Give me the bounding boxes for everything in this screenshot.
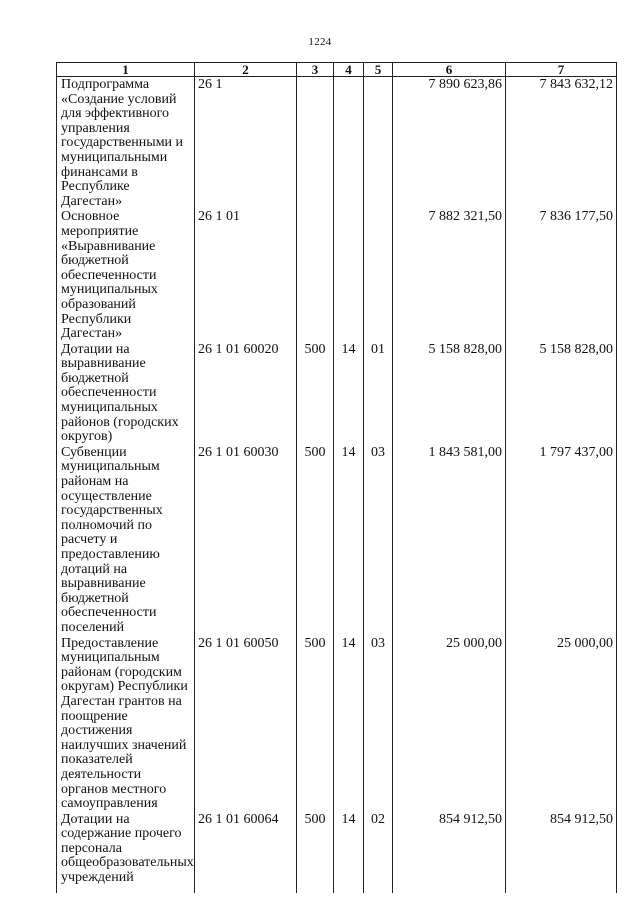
header-row xyxy=(57,63,617,77)
column-header-5: 5 xyxy=(364,63,393,77)
column-header-6: 6 xyxy=(393,63,506,77)
table-row xyxy=(57,77,617,210)
row-name: Субвенции муниципальным районам на осуществление государственных полномочий по расчету и предоставлению дотаций на выравнивание бюджетной обеспеченности поселений xyxy=(57,445,195,636)
row-code: 26 1 01 60030 xyxy=(195,445,297,636)
row-col4: 14 xyxy=(334,636,364,812)
row-code: 26 1 01 60020 xyxy=(195,342,297,445)
row-amount-7: 7 836 177,50 xyxy=(506,209,617,341)
row-col5: 01 xyxy=(364,342,393,445)
budget-table xyxy=(56,62,617,893)
row-col3 xyxy=(297,77,334,210)
row-amount-7: 854 912,50 xyxy=(506,812,617,893)
row-code: 26 1 01 xyxy=(195,209,297,341)
row-amount-7: 5 158 828,00 xyxy=(506,342,617,445)
row-amount-6: 25 000,00 xyxy=(393,636,506,812)
table-row xyxy=(57,342,617,445)
row-col3: 500 xyxy=(297,636,334,812)
row-amount-6: 1 843 581,00 xyxy=(393,445,506,636)
page-number: 1224 xyxy=(308,36,332,48)
row-col5: 03 xyxy=(364,445,393,636)
column-header-7: 7 xyxy=(506,63,617,77)
row-code: 26 1 xyxy=(195,77,297,210)
row-code: 26 1 01 60050 xyxy=(195,636,297,812)
row-amount-6: 854 912,50 xyxy=(393,812,506,893)
row-col3: 500 xyxy=(297,342,334,445)
column-header-1: 1 xyxy=(57,63,195,77)
row-col5 xyxy=(364,209,393,341)
column-header-2: 2 xyxy=(195,63,297,77)
column-header-4: 4 xyxy=(334,63,364,77)
row-amount-6: 7 882 321,50 xyxy=(393,209,506,341)
row-name: Дотации на выравнивание бюджетной обеспеченности муниципальных районов (городских округов) xyxy=(57,342,195,445)
row-col4 xyxy=(334,77,364,210)
row-col3 xyxy=(297,209,334,341)
row-col4: 14 xyxy=(334,812,364,893)
row-col4: 14 xyxy=(334,445,364,636)
row-name: Предоставление муниципальным районам (городским округам) Республики Дагестан грантов на поощрение достижения наилучших значений показателей деятельности органов местного самоуправления xyxy=(57,636,195,812)
column-header-3: 3 xyxy=(297,63,334,77)
row-amount-6: 7 890 623,86 xyxy=(393,77,506,210)
row-col4 xyxy=(334,209,364,341)
row-amount-7: 1 797 437,00 xyxy=(506,445,617,636)
row-name: Дотации на содержание прочего персонала общеобразовательных учреждений xyxy=(57,812,195,893)
row-code: 26 1 01 60064 xyxy=(195,812,297,893)
row-col3: 500 xyxy=(297,445,334,636)
table-row xyxy=(57,636,617,812)
table-row xyxy=(57,445,617,636)
row-amount-7: 25 000,00 xyxy=(506,636,617,812)
row-name: Подпрограмма «Создание условий для эффективного управления государственными и муниципальными финансами в Республике Дагестан» xyxy=(57,77,195,210)
row-amount-7: 7 843 632,12 xyxy=(506,77,617,210)
row-col5: 03 xyxy=(364,636,393,812)
row-col5: 02 xyxy=(364,812,393,893)
row-amount-6: 5 158 828,00 xyxy=(393,342,506,445)
table-row xyxy=(57,209,617,341)
row-col3: 500 xyxy=(297,812,334,893)
row-col5 xyxy=(364,77,393,210)
row-name: Основное мероприятие «Выравнивание бюджетной обеспеченности муниципальных образований Республики Дагестан» xyxy=(57,209,195,341)
row-col4: 14 xyxy=(334,342,364,445)
table-row xyxy=(57,812,617,893)
